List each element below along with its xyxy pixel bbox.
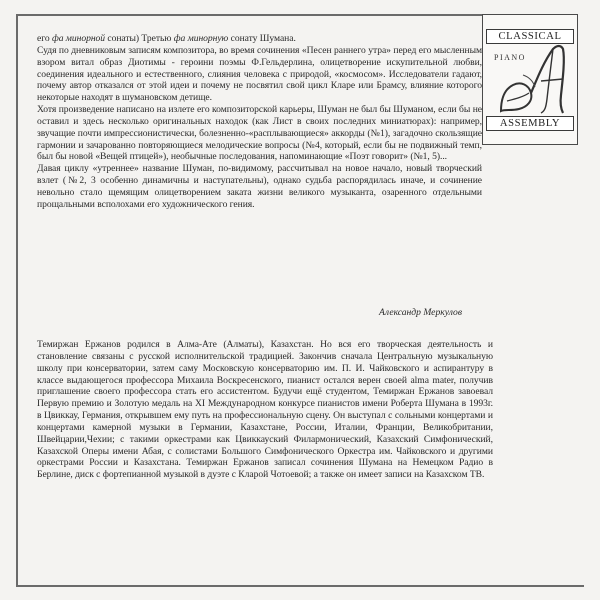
essay-text [37,33,482,211]
bio-paragraph: Темиржан Ержанов родился в Алма-Ате (Алматы), Казахстан. Но вся его творческая деятельность и становление связаны с русской исполнительской традицией. Закончив сначала Центральную музыкальную школу при консерватории, затем саму Московскую консерваторию им. П. И. Чайковского и аспирантуру в классе выдающегося профессора Михаила Воскресенского, пианист остался верен своей alma mater, получив приглашение своего профессора стать его ассистентом. Будучи ещё студентом, Темиржан Ержанов завоевал Первую премию и Золотую медаль на XI Международном конкурсе пианистов имени Роберта Шумана в 1993г. в Цвиккау, Германия, открывшем ему путь на профессиональную сцену. Он выступал с сольными концертами и концертами камерной музыки в Германии, Казахстане, России, Италии, Франции, Великобритании, Швейцарии,Чехии; с такими оркестрами как Цвиккауский Филармонический, Казахский Симфонический, Казахской Оперы имени Абая, с солистами Большого Симфонического Оркестра им. Чайковского и другими оркестрами России и Казахстана. Темиржан Ержанов записал сочинения Шумана на Немецком Радио в Берлине, диск с фортепианной музыкой в дуэте с Кларой Чотоевой; а также он имеет записи на Казахском ТВ. [37,339,493,481]
essay-paragraph: Хотя произведение написано на излете его композиторской карьеры, Шуман не был бы Шуманом, если бы не оставил и здесь несколько оригинальных находок (как Лист в своих последних миниатюрах): например, звучащие почти импрессионистически, болезненно-«расплывающиеся» аккорды (№1), загадочно скользящие гармонии и зачарованно повторяющиеся мелодические вопросы (№4, который, если бы не подвижный темп, был бы новой «Вещей птицей»), необычные последования, напоминающие «Поэт говорит» (№1, 5)... [37,104,482,163]
bottom-border-line [16,585,584,587]
essay-paragraph: Давая циклу «утреннее» название Шуман, по-видимому, рассчитывал на новое начало, новый творческий взлет (№2, 3 особенно динамичны и наступательны), однако судьба распорядилась иначе, и сочинение невольно стало щемящим олицетворением заката жизни великого музыканта, озаренного отдельными прощальными всполохами его художнического гения. [37,163,482,210]
logo-word-assembly: ASSEMBLY [486,116,574,131]
top-border-line [16,14,482,16]
essay-author-signature: Александр Меркулов [379,307,462,318]
intro-italic-key-2: фа минорную [173,33,229,44]
performer-biography [37,339,493,481]
intro-prefix: его [37,33,52,44]
intro-italic-key-1: фа минорной [51,33,106,44]
logo-word-classical: CLASSICAL [486,29,574,44]
classical-piano-assembly-logo [482,14,578,145]
logo-word-piano: PIANO [494,53,526,62]
essay-intro-line [37,33,482,45]
left-border-line [16,14,18,586]
intro-middle: сонаты) Третью [105,33,174,44]
essay-paragraph: Судя по дневниковым записям композитора, во время сочинения «Песен раннего утра» перед его мысленным взором витал образ Диотимы - героини поэмы Ф.Гельдерлина, олицетворение искупительной любви, соединения идеального и естественного, слияния человека с природой, «космосом». Исследователи гадают, почему автор отказался от этой идеи и почему не посвятил свой цикл Кларе или Брамсу, влияние которого некоторые находят в шумановском детище. [37,44,482,104]
intro-suffix: сонату Шумана. [228,33,296,44]
